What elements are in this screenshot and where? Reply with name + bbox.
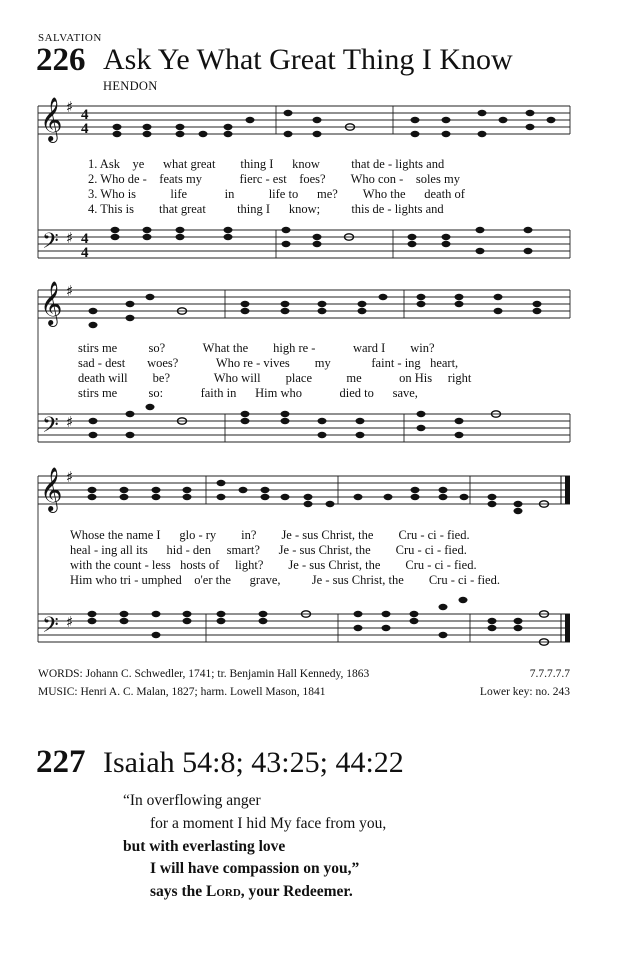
svg-text:♯: ♯ — [66, 98, 74, 116]
hymn-title: Ask Ye What Great Thing I Know — [103, 43, 513, 76]
svg-text:♯: ♯ — [66, 282, 74, 300]
svg-text:♯: ♯ — [66, 613, 74, 631]
lyric-line: 1. Ask ye what great thing I know that de - lights and — [88, 157, 445, 171]
lyric-line: death will be? Who will place me on His right — [78, 371, 472, 385]
lyric-line: Him who tri - umphed o'er the grave, Je - sus Christ, the Cru - ci - fied. — [70, 573, 500, 587]
svg-text:4: 4 — [81, 231, 89, 247]
lord-small-caps: Lord — [205, 883, 241, 900]
lyric-line: 3. Who is life in life to me? Who the death of — [88, 187, 465, 201]
svg-text:♯: ♯ — [66, 229, 74, 247]
svg-text:𝄞: 𝄞 — [40, 467, 63, 511]
svg-text:4: 4 — [81, 245, 89, 261]
lyric-line: stirs me so? What the high re - ward I win? — [78, 341, 435, 355]
meter: 7.7.7.7.7 — [529, 668, 570, 680]
treble-clef-icon: 𝄞 — [40, 97, 63, 141]
bass-clef-icon: 𝄢 — [42, 229, 59, 259]
lyric-line: with the count - less hosts of light? Je - sus Christ, the Cru - ci - fied. — [70, 558, 477, 572]
lyric-line: sad - dest woes? Who re - vives my faint - ing heart, — [78, 356, 459, 370]
lyric-line: 4. This is that great thing I know; this de - lights and — [88, 202, 444, 216]
lyric-line: heal - ing all its hid - den smart? Je - sus Christ, the Cru - ci - fied. — [70, 543, 467, 557]
bass-staff-2 — [38, 414, 570, 442]
lower-key-note: Lower key: no. 243 — [479, 686, 570, 698]
section-label: SALVATION — [38, 32, 102, 44]
reading-line: “In overflowing anger — [123, 792, 261, 809]
reading-line: I will have compassion on you,” — [150, 860, 360, 877]
svg-text:4: 4 — [81, 107, 89, 123]
svg-text:𝄢: 𝄢 — [42, 613, 59, 643]
reading-title: Isaiah 54:8; 43:25; 44:22 — [103, 746, 404, 779]
music-credit: MUSIC: Henri A. C. Malan, 1827; harm. Lowell Mason, 1841 — [38, 686, 326, 698]
reading-number: 227 — [36, 744, 86, 780]
treble-staff-2 — [38, 290, 570, 318]
lyric-line: 2. Who de - feats my fierc - est foes? Who con - soles my — [88, 172, 460, 186]
reading-line: but with everlasting love — [123, 838, 286, 855]
lyric-line: Whose the name I glo - ry in? Je - sus Christ, the Cru - ci - fied. — [70, 528, 470, 542]
words-credit: WORDS: Johann C. Schwedler, 1741; tr. Benjamin Hall Kennedy, 1863 — [38, 668, 370, 680]
tune-name: HENDON — [103, 79, 158, 93]
svg-text:4: 4 — [81, 121, 89, 137]
bass-staff-1 — [38, 230, 570, 258]
lyric-line: stirs me so: faith in Him who died to save, — [78, 386, 418, 400]
svg-text:𝄞: 𝄞 — [40, 281, 63, 325]
reading-line: says the Lord, your Redeemer. — [150, 883, 353, 900]
svg-text:♯: ♯ — [66, 468, 74, 486]
reading-line: for a moment I hid My face from you, — [150, 815, 387, 832]
hymn-number: 226 — [36, 42, 86, 78]
svg-text:𝄢: 𝄢 — [42, 413, 59, 443]
svg-text:♯: ♯ — [66, 413, 74, 431]
